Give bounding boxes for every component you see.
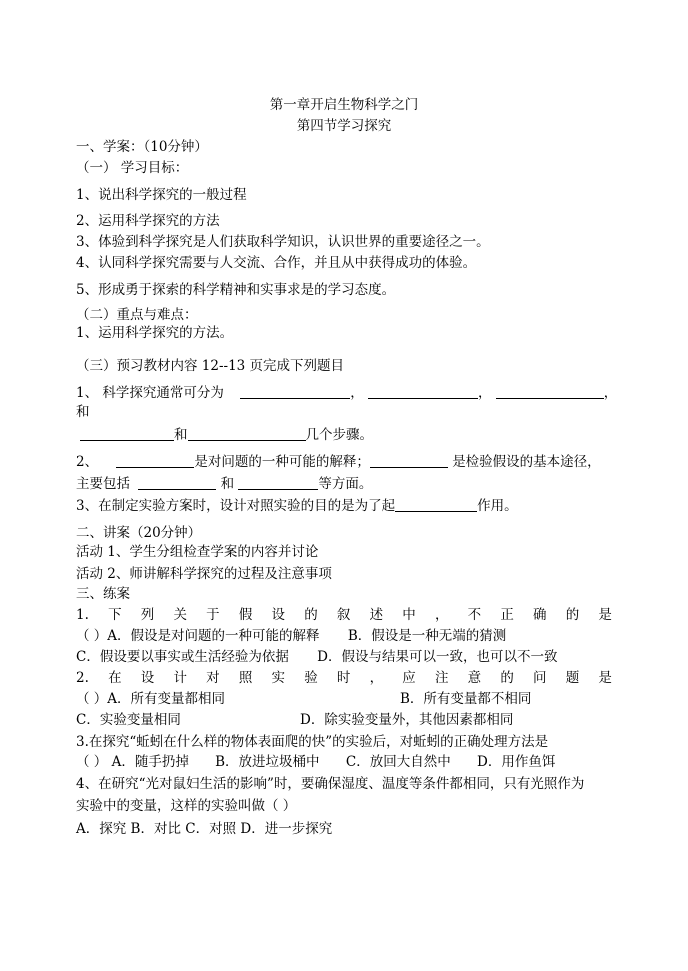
question-2-text-c: 主要包括 bbox=[76, 476, 130, 492]
word: 照 bbox=[238, 670, 253, 686]
practice-4-options: A．探究 B．对比 C．对照 D．进一步探究 bbox=[76, 821, 333, 837]
question-3-text: 3、在制定实验方案时，设计对照实验的目的是为了起 bbox=[76, 498, 396, 514]
word: 设 bbox=[140, 670, 155, 686]
word: 在 bbox=[108, 670, 122, 686]
word: 正 bbox=[500, 607, 514, 623]
option-c: C．实验变量相同 bbox=[76, 712, 181, 728]
question-3-end: 作用。 bbox=[477, 498, 518, 514]
practice-3-options bbox=[76, 753, 555, 771]
word: 假 bbox=[238, 607, 253, 623]
answer-blank[interactable] bbox=[240, 384, 350, 399]
answer-blank[interactable] bbox=[138, 475, 216, 490]
goal-4: 4、认同科学探究需要与人交流、合作，并且从中获得成功的体验。 bbox=[76, 255, 477, 271]
answer-blank[interactable] bbox=[496, 384, 604, 399]
word: 时 bbox=[336, 670, 351, 686]
practice-1-stem bbox=[76, 606, 612, 624]
option-d: D．假设与结果可以一致，也可以不一致 bbox=[317, 649, 558, 665]
comma: ， bbox=[477, 385, 492, 401]
answer-blank[interactable] bbox=[238, 475, 318, 490]
question-1-stem: 1、 科学探究通常可分为 bbox=[76, 385, 224, 401]
question-2-text-a: 是对问题的一种可能的解释； bbox=[194, 454, 370, 470]
goal-5: 5、形成勇于探索的科学精神和实事求是的学习态度。 bbox=[76, 282, 396, 298]
word: ， bbox=[434, 607, 449, 623]
answer-paren[interactable]: （ ） bbox=[76, 628, 108, 644]
question-1-line-3 bbox=[80, 426, 373, 444]
word: 设 bbox=[271, 607, 286, 623]
option-d: D．用作鱼饵 bbox=[477, 754, 556, 770]
question-2-line-1 bbox=[76, 453, 601, 471]
word: ， bbox=[369, 670, 384, 686]
word: 注 bbox=[434, 670, 449, 686]
section3-heading: 三、练案 bbox=[76, 586, 130, 602]
option-a: A．随手扔掉 bbox=[111, 754, 189, 770]
question-1-line-1 bbox=[76, 384, 617, 402]
word: 是 bbox=[598, 670, 612, 686]
option-c: C．假设要以事实或生活经验为依据 bbox=[76, 649, 289, 665]
activity-1: 活动 1、学生分组检查学案的内容并讨论 bbox=[76, 544, 319, 560]
practice-2-options-ab bbox=[76, 690, 532, 708]
word: 的 bbox=[304, 607, 318, 623]
word: 确 bbox=[533, 607, 547, 623]
comma: ， bbox=[603, 385, 618, 401]
answer-blank[interactable] bbox=[368, 384, 478, 399]
key-point-1: 1、运用科学探究的方法。 bbox=[76, 325, 234, 341]
word: 计 bbox=[173, 670, 187, 686]
word: 应 bbox=[402, 670, 416, 686]
word: 关 bbox=[173, 607, 187, 623]
word: 的 bbox=[565, 607, 580, 623]
word: 2. bbox=[76, 670, 89, 686]
answer-paren[interactable]: （ ） bbox=[76, 754, 108, 770]
question-1-end: 几个步骤。 bbox=[305, 427, 373, 443]
comma: ， bbox=[350, 385, 364, 401]
question-2-text-b: 是检验假设的基本途径， bbox=[452, 454, 601, 470]
word: 不 bbox=[467, 607, 482, 623]
option-b: B．放进垃圾桶中 bbox=[215, 754, 320, 770]
answer-blank[interactable] bbox=[80, 426, 174, 441]
activity-2: 活动 2、师讲解科学探究的过程及注意事项 bbox=[76, 566, 332, 582]
option-c: C．放回大自然中 bbox=[345, 754, 451, 770]
answer-blank[interactable] bbox=[116, 453, 194, 468]
option-a: A．所有变量都相同 bbox=[107, 691, 226, 707]
word: 列 bbox=[140, 607, 155, 623]
goal-1: 1、说出科学探究的一般过程 bbox=[76, 187, 247, 203]
key-points-heading: （二）重点与难点： bbox=[76, 307, 198, 323]
answer-blank[interactable] bbox=[188, 426, 306, 441]
goal-3: 3、体验到科学探究是人们获取科学知识，认识世界的重要途径之一。 bbox=[76, 234, 490, 250]
word: 叙 bbox=[336, 607, 351, 623]
section-title: 第四节学习探究 bbox=[296, 118, 392, 134]
word: 意 bbox=[467, 670, 482, 686]
answer-blank[interactable] bbox=[370, 453, 448, 468]
word: 是 bbox=[598, 607, 612, 623]
section2-heading: 二、讲案（20分钟） bbox=[76, 525, 202, 541]
chapter-title: 第一章开启生物科学之门 bbox=[269, 97, 419, 113]
word: 述 bbox=[369, 607, 384, 623]
word: 验 bbox=[304, 670, 318, 686]
question-3 bbox=[76, 497, 518, 515]
word: 中 bbox=[402, 607, 416, 623]
word: 下 bbox=[108, 607, 122, 623]
word: 实 bbox=[271, 670, 286, 686]
practice-4-stem-2: 实验中的变量，这样的实验叫做（ ） bbox=[76, 798, 297, 814]
goals-heading: （一） 学习目标： bbox=[76, 160, 189, 176]
question-2-end: 等方面。 bbox=[318, 476, 373, 492]
practice-3-stem: 3.在探究“蚯蚓在什么样的物体表面爬的快”的实验后，对蚯蚓的正确处理方法是 bbox=[76, 734, 549, 750]
practice-2-stem bbox=[76, 669, 612, 687]
option-b: B．假设是一种无端的猜测 bbox=[347, 628, 507, 644]
and-text: 和 bbox=[220, 476, 235, 492]
practice-1-options-ab bbox=[76, 627, 506, 645]
question-2-number: 2、 bbox=[76, 454, 99, 470]
practice-2-options-cd bbox=[76, 711, 514, 729]
preview-heading: （三）预习教材内容 12--13 页完成下列题目 bbox=[76, 358, 345, 374]
section1-heading: 一、学案：（10分钟） bbox=[76, 139, 208, 155]
option-a: A．假设是对问题的一种可能的解释 bbox=[107, 628, 320, 644]
word: 题 bbox=[565, 670, 580, 686]
question-1-line-2: 和 bbox=[76, 404, 90, 420]
and-text: 和 bbox=[174, 427, 188, 443]
word: 于 bbox=[206, 607, 220, 623]
word: 的 bbox=[500, 670, 514, 686]
option-d: D．除实验变量外，其他因素都相同 bbox=[300, 712, 514, 728]
option-b: B．所有变量都不相同 bbox=[400, 691, 532, 707]
practice-1-options-cd bbox=[76, 648, 557, 666]
word: 问 bbox=[533, 670, 547, 686]
answer-blank[interactable] bbox=[395, 497, 477, 512]
goal-2: 2、运用科学探究的方法 bbox=[76, 213, 220, 229]
answer-paren[interactable]: （ ） bbox=[76, 691, 108, 707]
word: 对 bbox=[206, 670, 220, 686]
word: 1. bbox=[76, 607, 89, 623]
practice-4-stem-1: 4、在研究“光对鼠妇生活的影响”时，要确保湿度、温度等条件都相同，只有光照作为 bbox=[76, 776, 585, 792]
question-2-line-2 bbox=[76, 475, 372, 493]
